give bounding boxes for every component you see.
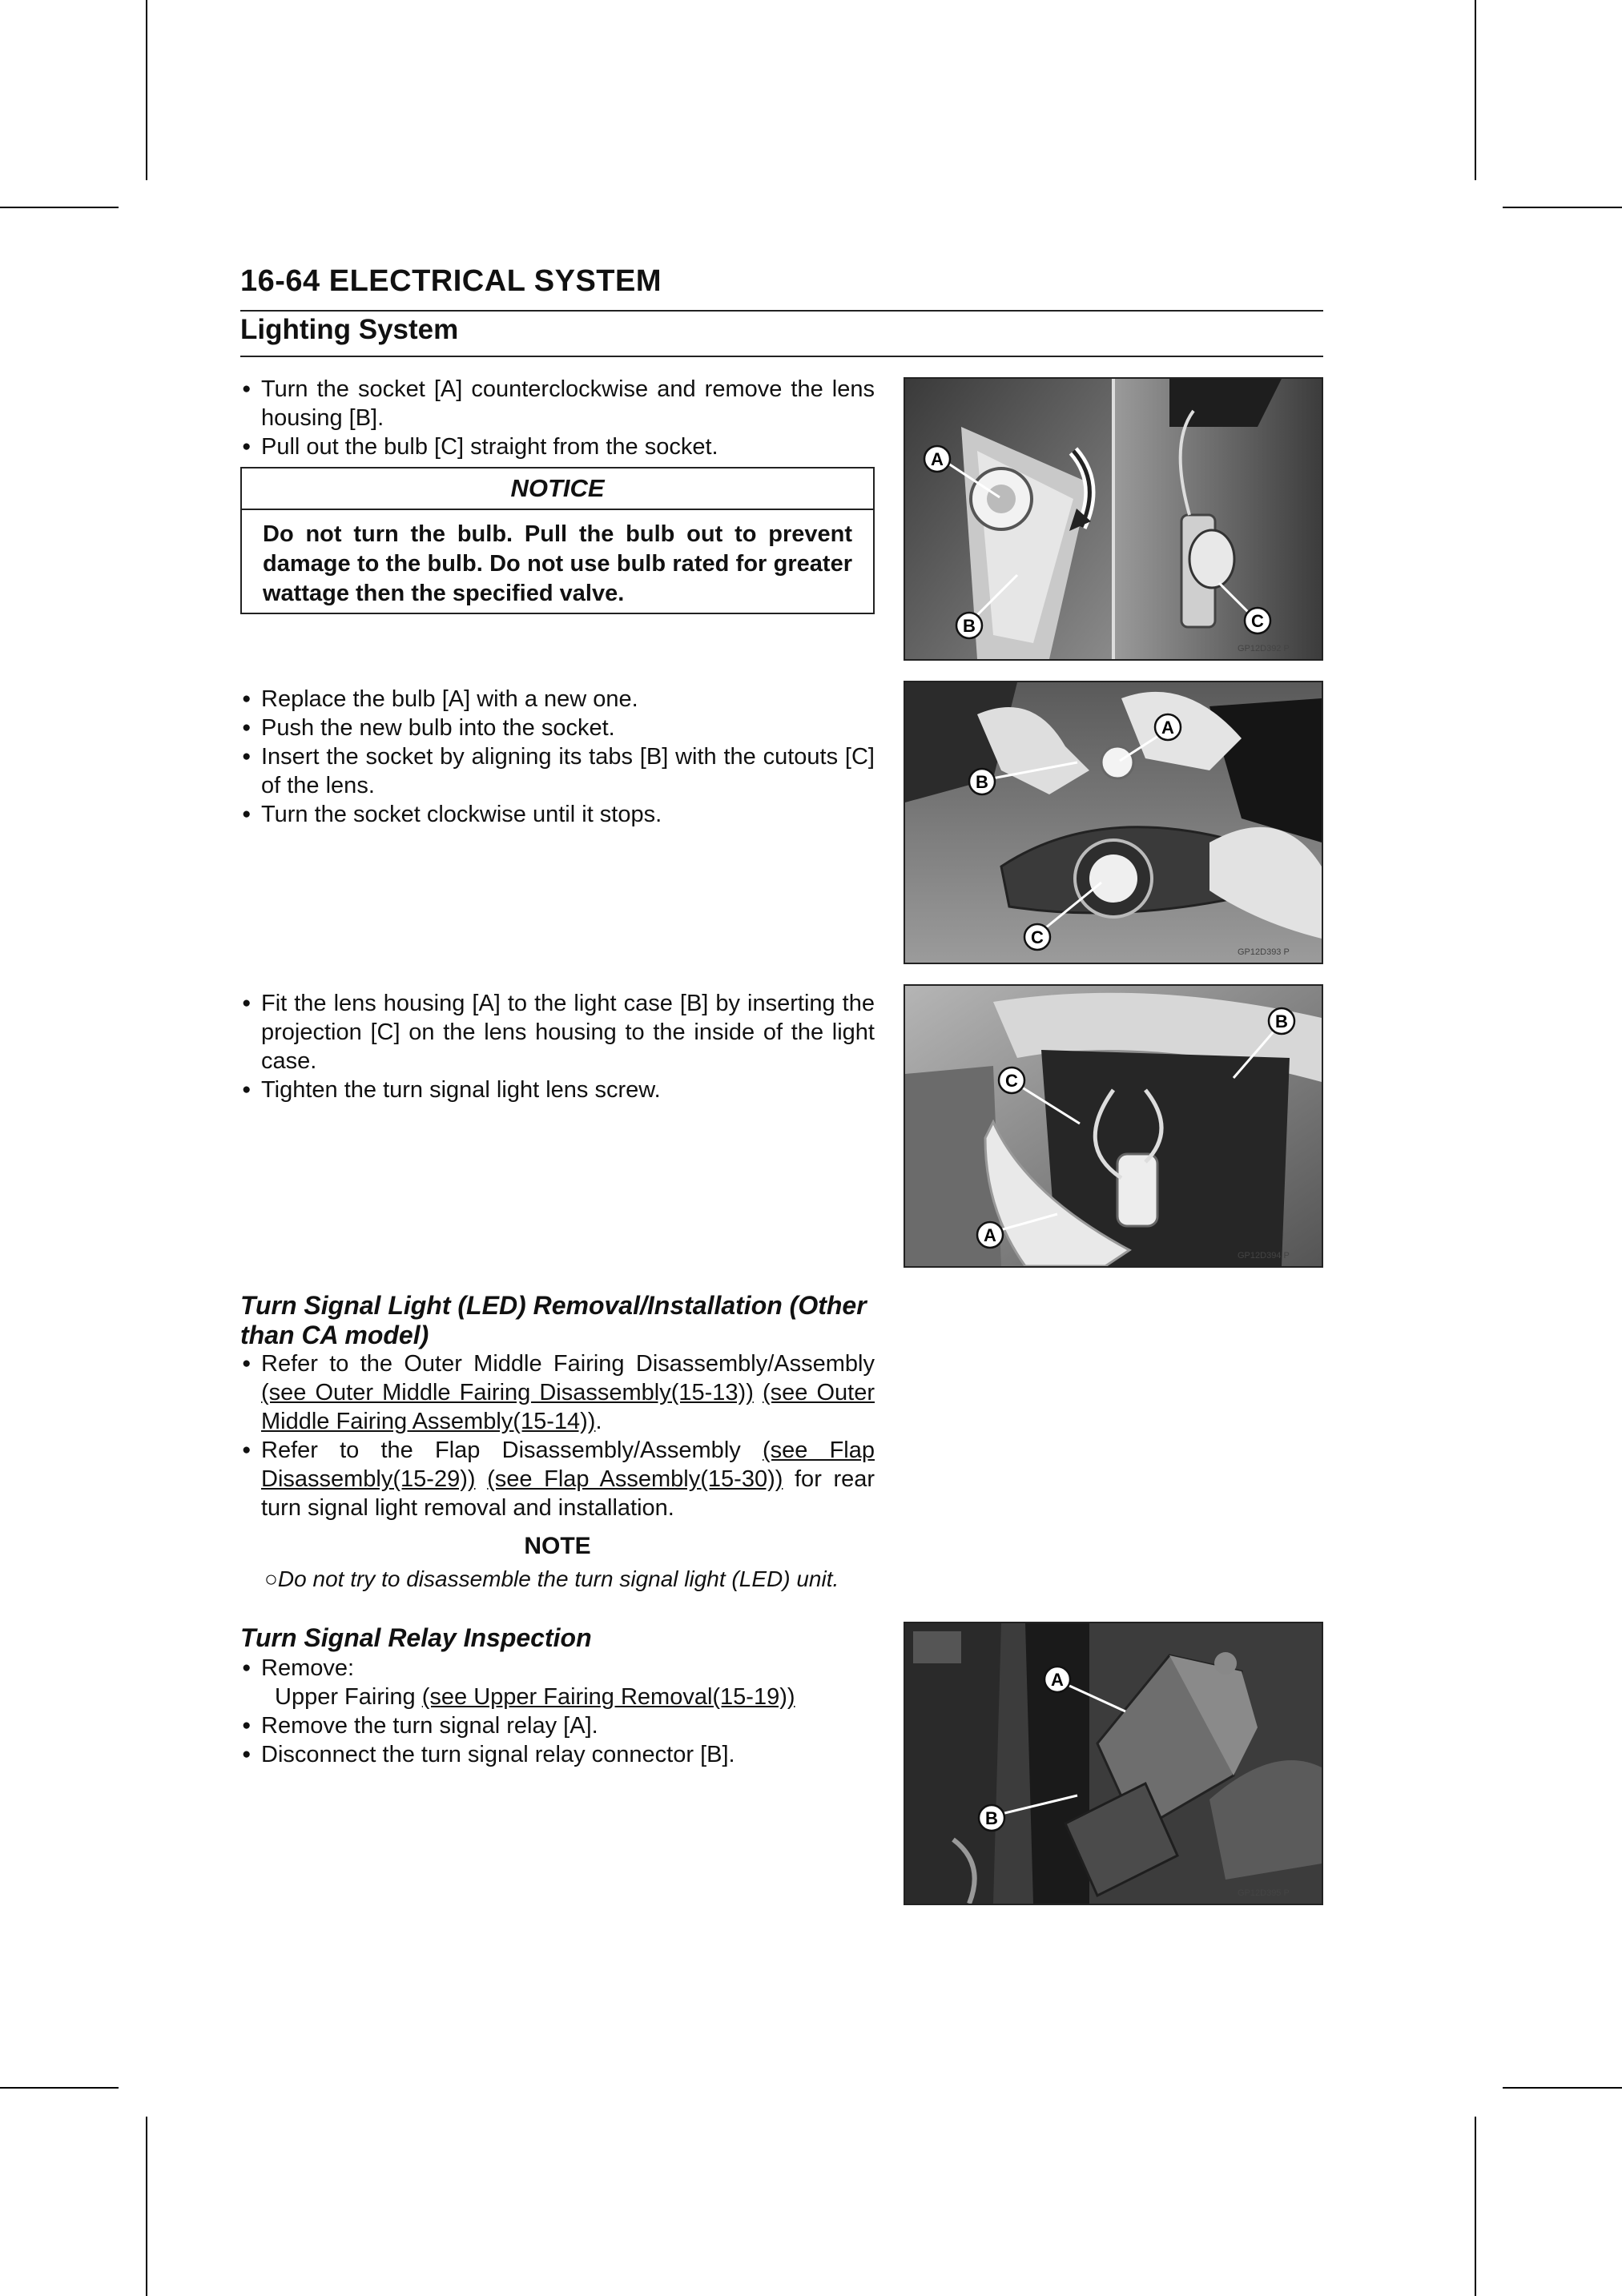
step-item: ● Disconnect the turn signal relay connector [B]. xyxy=(240,1740,875,1769)
figure-label: A xyxy=(1161,718,1174,738)
step-item: ● Turn the socket [A] counterclockwise and remove the lens housing [B]. xyxy=(240,375,875,432)
note-text xyxy=(264,1565,875,1594)
step-item: ● Remove: xyxy=(240,1654,875,1683)
notice-box xyxy=(240,467,875,614)
relay-section-title: Turn Signal Relay Inspection xyxy=(240,1623,592,1652)
figure-code: GP12D392 P xyxy=(1238,644,1290,653)
note-title: NOTE xyxy=(524,1533,591,1559)
step-item: ● Replace the bulb [A] with a new one. xyxy=(240,685,875,714)
upper-fairing-removal-link[interactable]: (see Upper Fairing Removal(15-19)) xyxy=(421,1684,795,1710)
step-item: ● Remove the turn signal relay [A]. xyxy=(240,1711,875,1740)
led-removal-steps xyxy=(240,1349,875,1522)
crop-mark xyxy=(0,2087,119,2089)
remove-item-text: Upper Fairing xyxy=(275,1684,422,1710)
figure-label: C xyxy=(1251,611,1264,631)
lens-fit-steps xyxy=(240,989,875,1104)
figure-label: A xyxy=(984,1225,996,1245)
figure-label: A xyxy=(931,449,944,469)
figure-code: GP12D393 P xyxy=(1238,947,1290,957)
notice-body: Do not turn the bulb. Pull the bulb out to prevent damage to the bulb. Do not use bulb rated for greater wattage then the specified valve. xyxy=(263,521,852,606)
figure-label: C xyxy=(1005,1071,1018,1091)
figure-label: B xyxy=(976,772,988,792)
step-text: Refer to the Outer Middle Fairing Disassembly/Assembly xyxy=(261,1351,875,1377)
bulb-install-steps xyxy=(240,685,875,829)
step-item xyxy=(240,1349,875,1436)
section-rule xyxy=(240,356,1323,357)
crop-mark xyxy=(1503,207,1622,208)
figure-code: GP12D395 P xyxy=(1238,1888,1290,1898)
figure-bulb-socket xyxy=(904,681,1323,964)
step-text-end: for rear turn signal light removal and installation. xyxy=(261,1466,875,1521)
step-item: ● Insert the socket by aligning its tabs [B] with the cutouts [C] of the lens. xyxy=(240,742,875,800)
flap-assembly-link[interactable]: (see Flap Assembly(15-30)) xyxy=(487,1466,783,1492)
outer-middle-fairing-assembly-link[interactable]: (see Outer Middle Fairing Assembly(15-14)) xyxy=(261,1380,875,1434)
crop-mark xyxy=(146,0,147,180)
step-text: Refer to the Flap Disassembly/Assembly xyxy=(261,1438,763,1463)
figure-turn-signal-relay xyxy=(904,1622,1323,1905)
step-item: ● Fit the lens housing [A] to the light case [B] by inserting the projection [C] on the lens housing to the inside of the light case. xyxy=(240,989,875,1076)
flap-disassembly-link[interactable]: (see Flap Disassembly(15-29)) xyxy=(261,1438,875,1492)
note-bullet-icon: ○ xyxy=(264,1566,278,1591)
step-item: ● Push the new bulb into the socket. xyxy=(240,714,875,742)
page-header-title: 16-64 ELECTRICAL SYSTEM xyxy=(240,264,662,298)
figure-label: B xyxy=(1275,1011,1288,1031)
figure-label: C xyxy=(1031,927,1044,947)
figure-label: B xyxy=(985,1808,998,1828)
note-body: Do not try to disassemble the turn signal light (LED) unit. xyxy=(277,1566,839,1591)
header-rule xyxy=(240,310,1323,312)
step-item: ● Tighten the turn signal light lens screw. xyxy=(240,1076,875,1104)
figure-socket-removal xyxy=(904,377,1323,661)
relay-inspection-steps xyxy=(240,1654,875,1769)
section-title: Lighting System xyxy=(240,314,459,345)
crop-mark xyxy=(1475,0,1476,180)
figure-code: GP12D394 P xyxy=(1238,1251,1290,1261)
remove-item xyxy=(240,1683,875,1711)
step-item: ● Pull out the bulb [C] straight from the socket. xyxy=(240,432,875,461)
figure-label: B xyxy=(963,616,976,636)
crop-mark xyxy=(0,207,119,208)
crop-mark xyxy=(146,2117,147,2296)
outer-middle-fairing-disassembly-link[interactable]: (see Outer Middle Fairing Disassembly(15-13)) xyxy=(261,1380,754,1405)
led-section-title: Turn Signal Light (LED) Removal/Installation (Other than CA model) xyxy=(240,1291,867,1349)
figure-label: A xyxy=(1051,1670,1064,1690)
crop-mark xyxy=(1503,2087,1622,2089)
step-text-end: . xyxy=(595,1409,602,1434)
step-item: ● Turn the socket clockwise until it stops. xyxy=(240,800,875,829)
crop-mark xyxy=(1475,2117,1476,2296)
notice-title: NOTICE xyxy=(242,468,873,510)
step-item xyxy=(240,1436,875,1522)
lens-removal-steps xyxy=(240,375,875,461)
figure-lens-housing xyxy=(904,984,1323,1268)
